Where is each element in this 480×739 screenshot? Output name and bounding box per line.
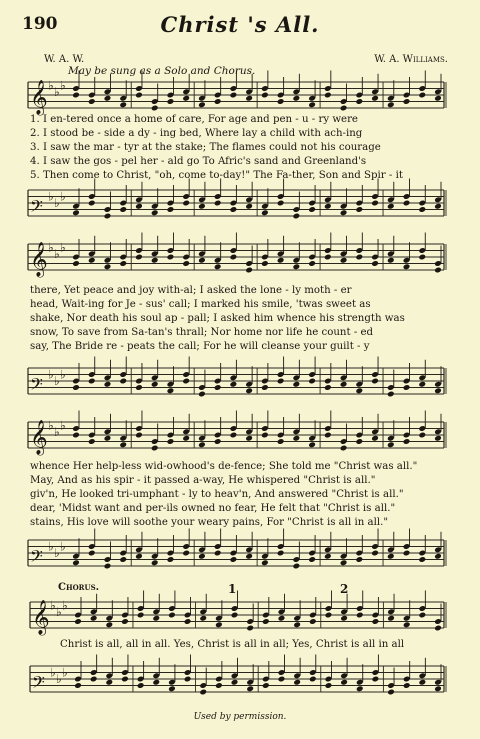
treble-staff-system-2 [0,240,480,280]
verse-line: there, Yet peace and joy with-al; I asked the lone - ly moth - er [30,285,352,296]
bass-staff-system-3 [0,536,480,576]
verse-line: shake, Nor death his soul ap - pall; I asked him whence his strength was [30,313,405,324]
svg-text:♭: ♭ [62,598,68,613]
verse-line: 5. Then come to Christ, "oh, come to-day!" The Fa-ther, Son and Spir - it [30,170,403,181]
svg-text:♭: ♭ [48,240,54,255]
verse-line: 4. I saw the gos - pel her - ald go To Afric's sand and Greenland's [30,156,367,167]
svg-text:𝄢: 𝄢 [30,196,43,220]
svg-text:♭: ♭ [48,418,54,433]
svg-text:♭: ♭ [50,665,56,680]
svg-text:♭: ♭ [54,374,60,388]
bass-staff-chorus [0,662,480,702]
svg-text:𝄢: 𝄢 [30,546,43,570]
svg-text:♭: ♭ [54,246,60,261]
verse-line: 3. I saw the mar - tyr at the stake; The flames could not his courage [30,142,381,153]
verse-line: dear, 'Midst want and per-ils owned no fear, He felt that "Christ is all." [30,503,396,514]
svg-text:♭: ♭ [56,604,62,619]
bass-staff-system-1 [0,186,480,226]
svg-text:♭: ♭ [60,418,66,433]
svg-text:𝄢: 𝄢 [32,672,45,696]
svg-text:♭: ♭ [54,424,60,439]
svg-text:𝄞: 𝄞 [32,600,50,635]
verse-line: snow, To save from Sa-tan's thrall; Nor home nor life he count - ed [30,327,374,338]
verse-line: say, The Bride re - peats the call; For he will cleanse your guilt - y [30,341,370,352]
svg-text:♭: ♭ [60,539,66,554]
svg-text:𝄞: 𝄞 [30,80,48,115]
verse-lines-system-3 [30,460,450,530]
svg-text:♭: ♭ [60,240,66,255]
svg-text:𝄞: 𝄞 [30,242,48,277]
verse-line: giv'n, He looked tri-umphant - ly to heav'n, And answered "Christ is all." [30,489,404,500]
page-number: 190 [22,14,58,34]
verse-line: 2. I stood be - side a dy - ing bed, Where lay a child with ach-ing [30,128,363,139]
treble-staff-system-1 [0,78,480,118]
svg-text:♭: ♭ [48,539,54,554]
svg-text:𝄢: 𝄢 [30,374,43,398]
svg-text:♭: ♭ [54,546,60,560]
treble-staff-chorus [0,598,480,638]
svg-text:♭: ♭ [54,196,60,210]
hymn-title: Christ 's All. [160,12,320,37]
verse-line: stains, His love will soothe your weary pains, For "Christ is all in all." [30,517,389,528]
svg-text:♭: ♭ [48,189,54,204]
svg-text:♭: ♭ [60,78,66,93]
performance-direction: May be sung as a Solo and Chorus. [68,65,256,77]
chorus-lyric: Christ is all, all in all. Yes, Christ is all in all; Yes, Christ is all in all [60,639,405,650]
svg-text:♭: ♭ [60,189,66,204]
second-ending-number: 2 [340,582,349,596]
svg-text:𝄞: 𝄞 [30,420,48,455]
permission-note: Used by permission. [193,712,287,722]
svg-text:♭: ♭ [50,598,56,613]
svg-text:♭: ♭ [60,367,66,382]
treble-staff-system-3 [0,418,480,458]
svg-text:♭: ♭ [62,665,68,680]
verse-lines-system-2 [30,284,450,354]
lyricist-credit: W. A. W. [44,54,85,65]
verse-line: whence Her help-less wid-owhood's de-fence; She told me "Christ was all." [30,461,418,472]
bass-staff-system-2 [0,364,480,404]
svg-text:♭: ♭ [48,78,54,93]
verse-line: head, Wait-ing for Je - sus' call; I marked his smile, 'twas sweet as [30,299,371,310]
svg-text:♭: ♭ [56,672,62,686]
svg-text:♭: ♭ [48,367,54,382]
svg-text:♭: ♭ [54,84,60,99]
first-ending-number: 1 [228,582,237,596]
chorus-label: Chorus. [58,582,100,593]
verse-lines-system-1 [30,113,450,183]
verse-line: May, And as his spir - it passed a-way, He whispered "Christ is all." [30,475,376,486]
composer-credit: W. A. Williams. [374,54,448,65]
verse-line: 1. I en-tered once a home of care, For age and pen - u - ry were [30,114,358,125]
